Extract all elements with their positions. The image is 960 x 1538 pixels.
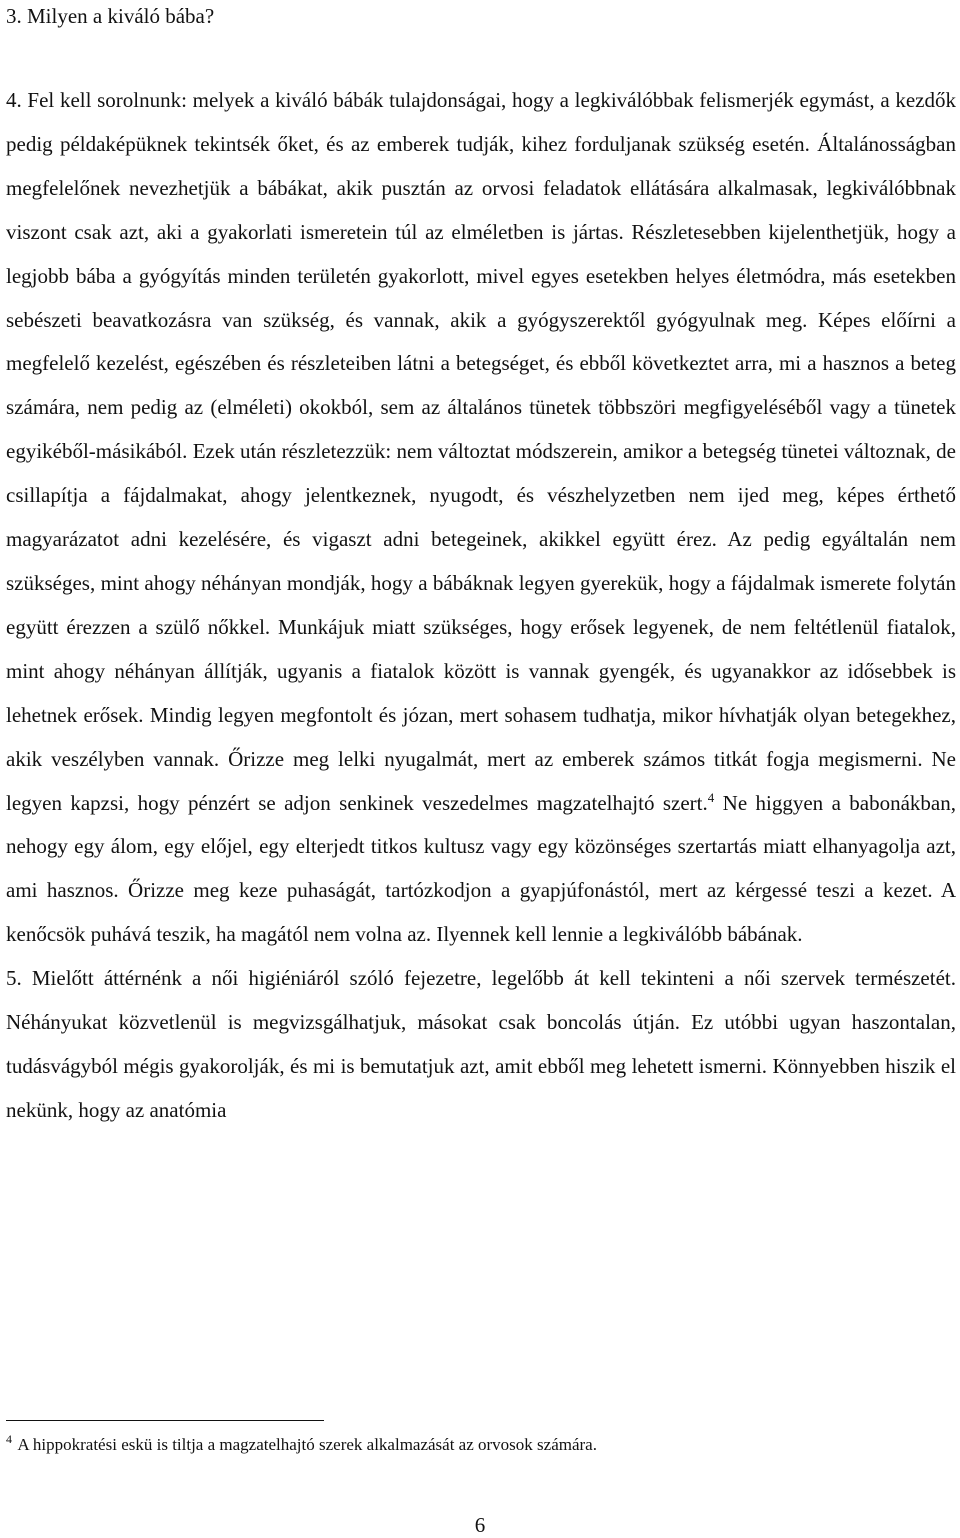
paragraph-4-part2: Ne higgyen a babonákban, nehogy egy álom, egy előjel, egy elterjedt titkos kultusz vagy egy közönséges szertartás miatt elhanyagolja azt, ami hasznos. Őrizze meg keze puhaságát, tartózkodjon a gyapjúfonástól, mert az kérgessé teszi a kezet. A kenőcsök puhává teszik, ha magától nem volna az. Ilyennek kell lennie a legkiválóbb bábának. <box>6 790 956 947</box>
body-text <box>6 79 956 1133</box>
paragraph-4-part1: 4. Fel kell sorolnunk: melyek a kiváló bábák tulajdonságai, hogy a legkiválóbbak felismerjék egymást, a kezdők pedig példaképüknek tekintsék őket, és az emberek tudják, kihez forduljanak szükség esetén. Általánosságban megfelelőnek nevezhetjük a bábákat, akik pusztán az orvosi feladatok ellátására alkalmasak, legkiválóbbnak viszont csak azt, aki a gyakorlati ismeretein túl az elméletben is jártas. Részletesebben kijelenthetjük, hogy a legjobb bába a gyógyítás minden területén gyakorlott, mivel egyes esetekben helyes életmódra, más esetekben sebészeti beavatkozásra van szükség, és vannak, akik a gyógyszerektől gyógyulnak meg. Képes előírni a megfelelő kezelést, egészében és részleteiben látni a betegséget, és ebből következtet arra, mi a hasznos a beteg számára, nem pedig az (elméleti) okokból, sem az általános tünetek többszöri megfigyeléséből vagy a tünetek egyikéből-másikából. Ezek után részletezzük: nem változtat módszerein, amikor a betegség tünetei változnak, de csillapítja a fájdalmakat, ahogy jelentkeznek, nyugodt, és vészhelyzetben nem ijed meg, képes érthető magyarázatot adni kezelésére, és vigaszt adni betegeinek, akikkel együtt érez. Az pedig egyáltalán nem szükséges, mint ahogy néhányan mondják, hogy a bábáknak legyen gyerekük, hogy a fájdalmak ismerete folytán együtt érezzen a szülő nőkkel. Munkájuk miatt szükséges, hogy erősek legyenek, de nem feltétlenül fiatalok, mint ahogy néhányan állítják, ugyanis a fiatalok között is vannak gyengék, és ugyanakkor az idősebbek is lehetnek erősek. Mindig legyen megfontolt és józan, mert sohasem tudhatja, mikor hívhatják olyan betegekhez, akik veszélyben vannak. Őrizze meg lelki nyugalmát, mert az emberek számos titkát fogja megismerni. Ne legyen kapzsi, hogy pénzért se adjon senkinek veszedelmes magzatelhajtó szert. <box>6 88 956 815</box>
section-heading: 3. Milyen a kiváló bába? <box>6 4 215 28</box>
page-number: 6 <box>474 1513 486 1537</box>
footnote-separator <box>6 1420 324 1421</box>
footnote <box>6 1432 597 1458</box>
paragraph-4 <box>6 79 956 957</box>
footnote-reference[interactable]: 4 <box>707 789 715 805</box>
footnote-number: 4 <box>6 1432 12 1446</box>
footnote-text: A hippokratési eskü is tiltja a magzatelhajtó szerek alkalmazását az orvosok számára. <box>17 1435 597 1454</box>
paragraph-5: 5. Mielőtt áttérnénk a női higiéniáról szóló fejezetre, legelőbb át kell tekinteni a női szervek természetét. Néhányukat közvetlenül is megvizsgálhatjuk, másokat csak boncolás útján. Ez utóbbi ugyan haszontalan, tudásvágyból mégis gyakorolják, és mi is bemutatjuk azt, amit ebből meg lehetett ismerni. Könnyebben hiszik el nekünk, hogy az anatómia <box>6 966 956 1122</box>
